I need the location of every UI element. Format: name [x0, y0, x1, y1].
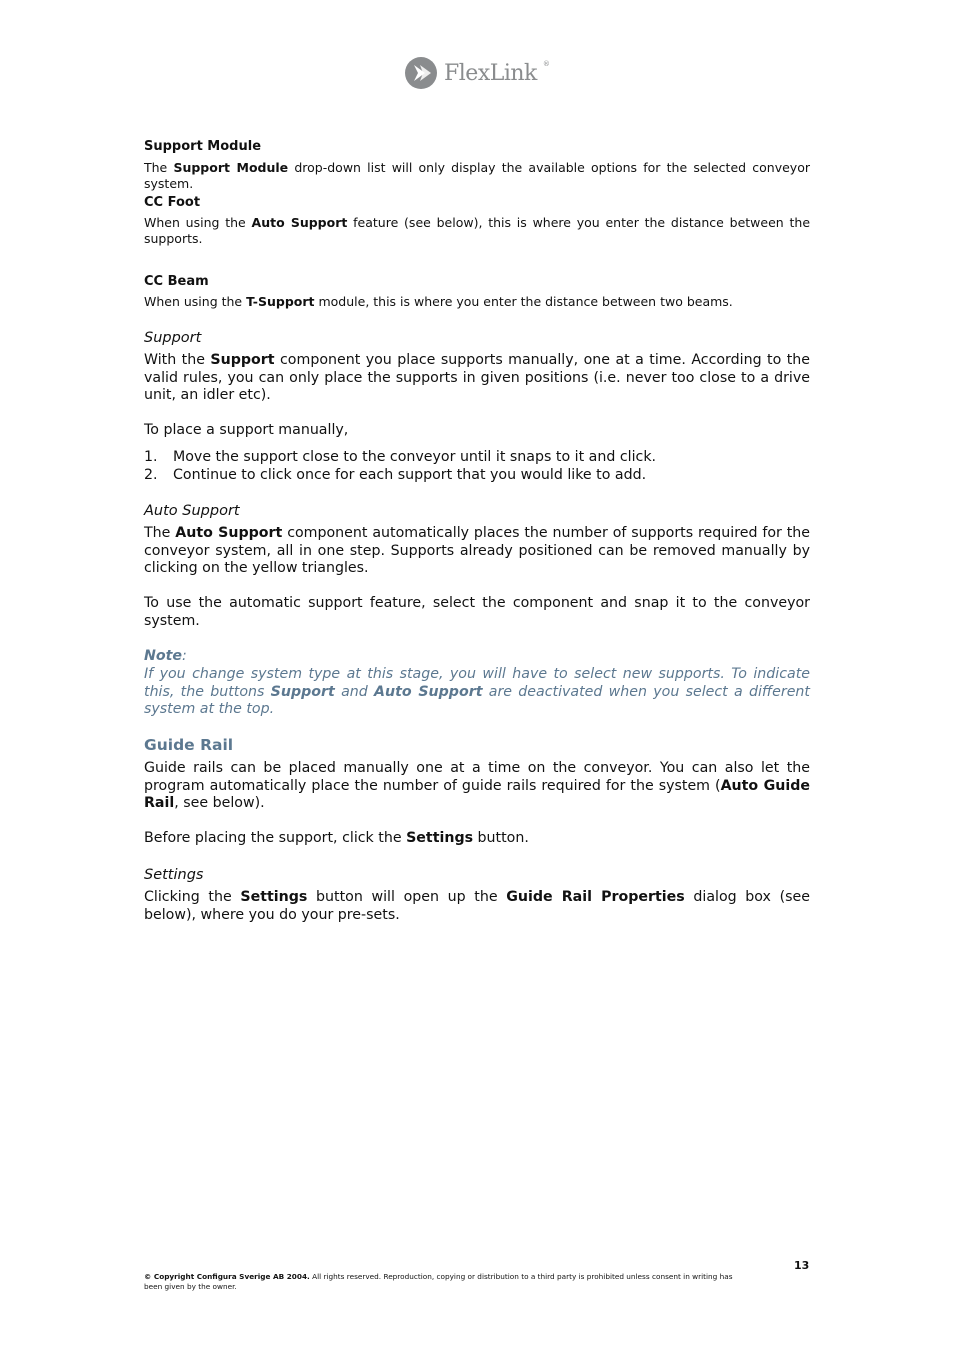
registered-mark: ®: [542, 60, 550, 68]
support-intro: To place a support manually,: [144, 422, 349, 438]
support-module-heading: Support Module: [144, 139, 262, 154]
guide-rail-settings-instruction: Before placing the support, click the Settings button.: [144, 830, 529, 846]
auto-support-heading: Auto Support: [144, 503, 240, 519]
support-steps-list: [144, 449, 810, 484]
cc-beam-heading: CC Beam: [144, 274, 209, 289]
note-text: If you change system type at this stage, you will have to select new supports. To indicate this, the buttons Support and Auto Support are deactivated when you select a different system at the top.: [144, 666, 810, 717]
cc-beam-text: When using the T-Support module, this is where you enter the distance between two beams.: [144, 294, 733, 309]
cc-foot-heading: CC Foot: [144, 195, 201, 210]
auto-support-text: The Auto Support component automatically places the number of supports required for the conveyor system, all in one step. Supports already positioned can be removed manually by clicking on the yellow triangles.: [144, 525, 810, 576]
guide-rail-text: Guide rails can be placed manually one at a time on the conveyor. You can also let the program automatically place the number of guide rails required for the system (Auto Guide Rail, see below).: [144, 760, 811, 811]
list-item: 1. Move the support close to the conveyor until it snaps to it and click.: [144, 449, 657, 465]
page-number: 13: [794, 1259, 810, 1272]
support-text: With the Support component you place supports manually, one at a time. According to the valid rules, you can only place the supports in given positions (i.e. never too close to a drive unit, an idler etc).: [144, 352, 811, 403]
settings-heading: Settings: [144, 867, 204, 883]
flexlink-logo-icon: [404, 56, 438, 90]
list-item: 2. Continue to click once for each support that you would like to add.: [144, 466, 647, 483]
copyright-notice: © Copyright Configura Sverige AB 2004. All rights reserved. Reproduction, copying or distribution to a third party is prohibited unless consent in writing has been given by the owner.: [144, 1272, 733, 1291]
cc-foot-text: When using the Auto Support feature (see below), this is where you enter the distance between the supports.: [144, 215, 811, 246]
note-label: Note:: [144, 648, 187, 664]
auto-support-usage: To use the automatic support feature, select the component and snap it to the conveyor system.: [144, 595, 810, 629]
settings-text: Clicking the Settings button will open up the Guide Rail Properties dialog box (see below), where you do your pre-sets.: [144, 889, 810, 923]
support-module-text: The Support Module drop-down list will only display the available options for the selected conveyor system.: [144, 160, 810, 191]
flexlink-logo: [404, 56, 550, 90]
support-heading: Support: [144, 330, 202, 346]
guide-rail-heading: Guide Rail: [144, 736, 234, 754]
logo-text: FlexLink: [444, 60, 537, 86]
